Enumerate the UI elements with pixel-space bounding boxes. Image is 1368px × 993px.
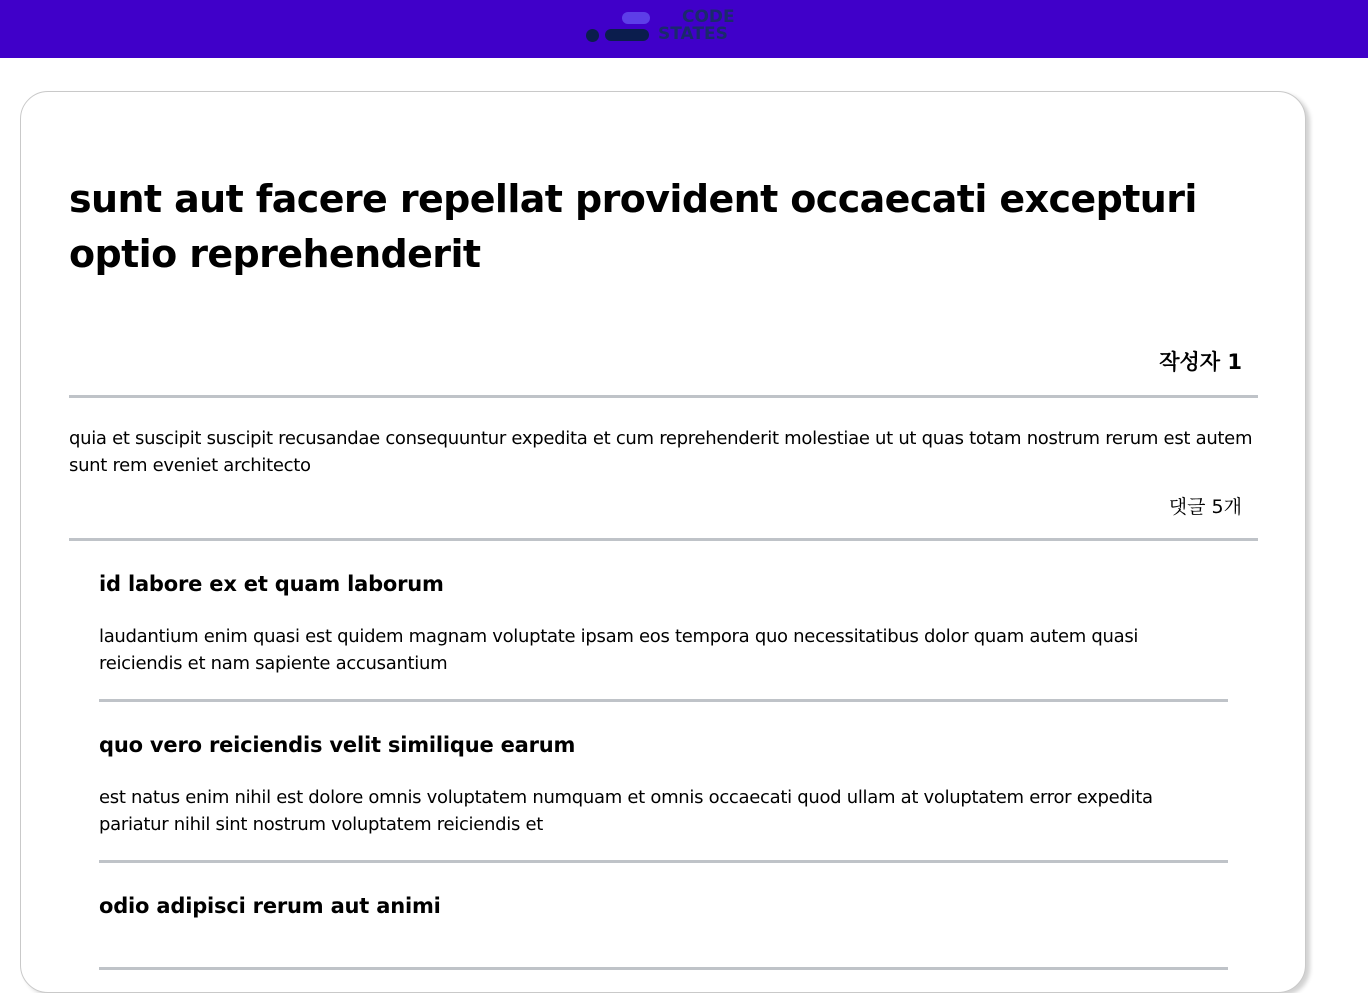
post-author: 작성자 1 bbox=[1159, 350, 1242, 374]
comment-item bbox=[99, 702, 1228, 863]
logo-text-line1: CODE bbox=[682, 7, 735, 27]
comment-title: id labore ex et quam laborum bbox=[99, 572, 444, 596]
top-header-bar bbox=[0, 0, 1368, 58]
comment-item bbox=[99, 541, 1228, 702]
code-states-logo[interactable] bbox=[584, 9, 744, 45]
comment-body: laudantium enim quasi est quidem magnam voluptate ipsam eos tempora quo necessitatibus dolor quam autem quasi reiciendis et nam sapiente accusantium bbox=[99, 626, 1139, 674]
post-card bbox=[20, 91, 1306, 993]
comment-title: odio adipisci rerum aut animi bbox=[99, 894, 441, 918]
post-body: quia et suscipit suscipit recusandae consequuntur expedita et cum reprehenderit molestiae ut ut quas totam nostrum rerum est autem sunt rem eveniet architecto bbox=[69, 428, 1253, 476]
comment-item bbox=[99, 863, 1228, 970]
logo-text-line2: STATES bbox=[658, 24, 728, 44]
comment-count[interactable]: 댓글 5개 bbox=[1168, 496, 1242, 518]
comment-list bbox=[99, 541, 1228, 970]
comment-title: quo vero reiciendis velit similique earum bbox=[99, 733, 576, 757]
author-divider bbox=[69, 395, 1258, 398]
logo-mark-top-pill bbox=[622, 12, 650, 24]
comment-body: est natus enim nihil est dolore omnis voluptatem numquam et omnis occaecati quod ullam at voluptatem error expedita pariatur nihil sint nostrum voluptatem reiciendis et bbox=[99, 787, 1153, 835]
logo-mark-bottom-pill bbox=[605, 29, 649, 41]
post-title: sunt aut facere repellat provident occaecati excepturi optio reprehenderit bbox=[69, 177, 1197, 276]
logo-mark-dot bbox=[586, 29, 599, 42]
